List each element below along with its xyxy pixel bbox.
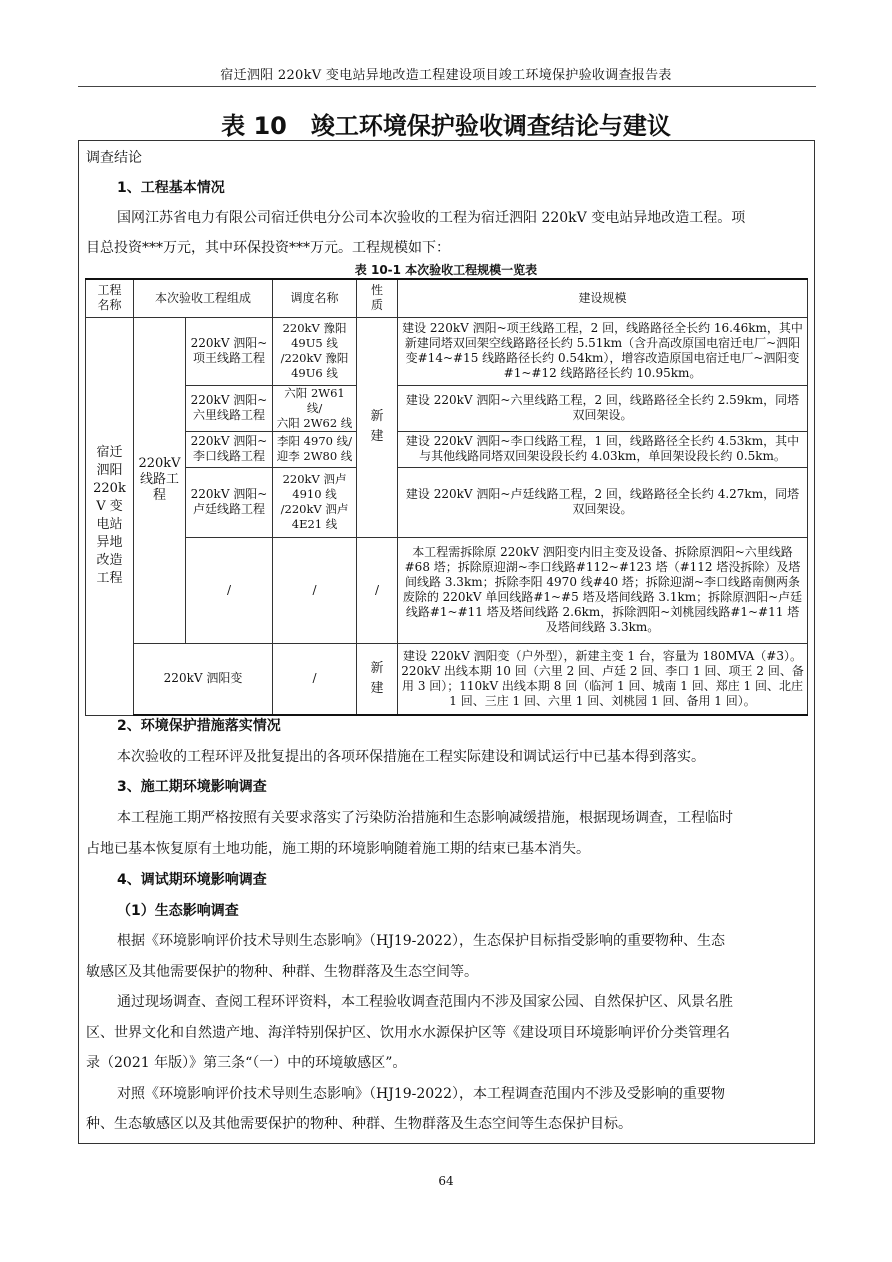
nature-cell: 新 建 [357, 317, 398, 537]
s1-line1: 国网江苏省电力有限公司宿迁供电分公司本次验收的工程为宿迁泗阳 220kV 变电站异地改造工程。项 [117, 210, 746, 226]
s4-p1-line1: 根据《环境影响评价技术导则生态影响》（HJ19-2022），生态保护目标指受影响的重要物种、生态 [117, 933, 725, 949]
report-header: 宿迁泗阳 220kV 变电站异地改造工程建设项目竣工环境保护验收调查报告表 [220, 68, 672, 83]
substation-nature-cell: 新 建 [357, 643, 398, 715]
scale-cell: 建设 220kV 泗阳~李口线路工程，1 回，线路路径全长约 4.53km，其中与其他线路同塔双回架设段长约 4.03km，单回架设段长约 0.5km。 [398, 431, 808, 467]
dispatch-cell: 李阳 4970 线/ 迎李 2W80 线 [273, 431, 357, 467]
header-rule [78, 86, 816, 87]
substation-dispatch-cell: / [273, 643, 357, 715]
s4-p1-line2: 敏感区及其他需要保护的物种、种群、生物群落及生态空间等。 [86, 964, 478, 980]
component-cell: 220kV 泗阳~ 六里线路工程 [186, 385, 273, 431]
header-dispatch: 调度名称 [273, 279, 357, 317]
s4-p3-line2: 种、生态敏感区以及其他需要保护的物种、种群、生物群落及生态空间等生态保护目标。 [86, 1116, 632, 1132]
dispatch-cell: 220kV 豫阳 49U5 线 /220kV 豫阳 49U6 线 [273, 317, 357, 385]
component-cell: 220kV 泗阳~ 卢廷线路工程 [186, 467, 273, 537]
scale-cell: 建设 220kV 泗阳~项王线路工程，2 回，线路路径全长约 16.46km，其中新建同塔双回架空线路路径长约 5.51km（含升高改原国电宿迁电厂~泗阳变#14~#15 线路路径长约 0.54km），增容改造原国电宿迁电厂~泗阳变#1~#12 线路路径长约 10.95km。 [398, 317, 808, 385]
s4-p2-line2: 区、世界文化和自然遗产地、海洋特别保护区、饮用水水源保护区等《建设项目环境影响评价分类管理名 [86, 1025, 730, 1041]
s2-line1: 本次验收的工程环评及批复提出的各项环保措施在工程实际建设和调试运行中已基本得到落实。 [117, 749, 705, 765]
header-scale: 建设规模 [398, 279, 808, 317]
s4-subheading: （1）生态影响调查 [117, 903, 239, 919]
component-cell: 220kV 泗阳~ 李口线路工程 [186, 431, 273, 467]
dispatch-cell: 六阳 2W61 线/ 六阳 2W62 线 [273, 385, 357, 431]
s4-heading: 4、调试期环境影响调查 [117, 872, 267, 888]
s4-p3-line1: 对照《环境影响评价技术导则生态影响》（HJ19-2022），本工程调查范围内不涉及受影响的重要物 [117, 1086, 725, 1102]
project-scale-table [85, 278, 808, 716]
substation-component-cell: 220kV 泗阳变 [134, 643, 273, 715]
scale-cell: 建设 220kV 泗阳~卢廷线路工程，2 回，线路路径全长约 4.27km，同塔双回架设。 [398, 467, 808, 537]
scale-cell: 建设 220kV 泗阳~六里线路工程，2 回，线路路径全长约 2.59km，同塔双回架设。 [398, 385, 808, 431]
section-label: 调查结论 [86, 150, 142, 166]
s3-heading: 3、施工期环境影响调查 [117, 779, 267, 795]
component-cell: 220kV 泗阳~ 项王线路工程 [186, 317, 273, 385]
header-engineering-name: 工程 名称 [86, 279, 134, 317]
project-name-cell: 宿迁 泗阳 220k V 变 电站 异地 改造 工程 [86, 317, 134, 715]
table-caption: 表 10-1 本次验收工程规模一览表 [354, 263, 538, 277]
nature-cell: / [357, 537, 398, 643]
scale-cell: 本工程需拆除原 220kV 泗阳变内旧主变及设备、拆除原泗阳~六里线路#68 塔；拆除原迎湖~李口线路#112~#123 塔（#112 塔没拆除）及塔间线路 3.3km；拆除李阳 4970 线#40 塔；拆除迎湖~李口线路南侧两条废除的 220kV 单回线路#1~#5 塔及塔间线路 3.1km；拆除原泗阳~卢廷线路#1~#11 塔及塔间线路 2.6km，拆除泗阳~刘桃园线路#1~#11 塔及塔间线路 3.3km。 [398, 537, 808, 643]
s1-heading: 1、工程基本情况 [117, 180, 225, 196]
header-composition: 本次验收工程组成 [134, 279, 273, 317]
s1-line2: 目总投资***万元，其中环保投资***万元。工程规模如下： [86, 240, 450, 256]
component-cell: / [186, 537, 273, 643]
substation-scale-cell: 建设 220kV 泗阳变（户外型），新建主变 1 台，容量为 180MVA（#3）。220kV 出线本期 10 回（六里 2 回、卢廷 2 回、李口 1 回、项王 2 回、备用 3 回）；110kV 出线本期 8 回（临河 1 回、城南 1 回、郑庄 1 回、北庄 1 回、三庄 1 回、六里 1 回、刘桃园 1 回、备用 1 回）。 [398, 643, 808, 715]
header-nature: 性 质 [357, 279, 398, 317]
dispatch-cell: / [273, 537, 357, 643]
page-title: 表 10 竣工环境保护验收调查结论与建议 [221, 112, 671, 140]
dispatch-cell: 220kV 泗卢 4910 线 /220kV 泗卢 4E21 线 [273, 467, 357, 537]
s4-p2-line1: 通过现场调查、查阅工程环评资料，本工程验收调查范围内不涉及国家公园、自然保护区、风景名胜 [117, 994, 733, 1010]
s4-p2-line3: 录（2021 年版）》第三条“（一）中的环境敏感区”。 [86, 1055, 407, 1071]
s3-line2: 占地已基本恢复原有土地功能，施工期的环境影响随着施工期的结束已基本消失。 [86, 841, 590, 857]
s3-line1: 本工程施工期严格按照有关要求落实了污染防治措施和生态影响减缓措施，根据现场调查，工程临时 [117, 810, 733, 826]
line-group-cell: 220kV 线路工 程 [134, 317, 186, 643]
page-number: 64 [438, 1174, 454, 1188]
s2-heading: 2、环境保护措施落实情况 [117, 718, 281, 734]
